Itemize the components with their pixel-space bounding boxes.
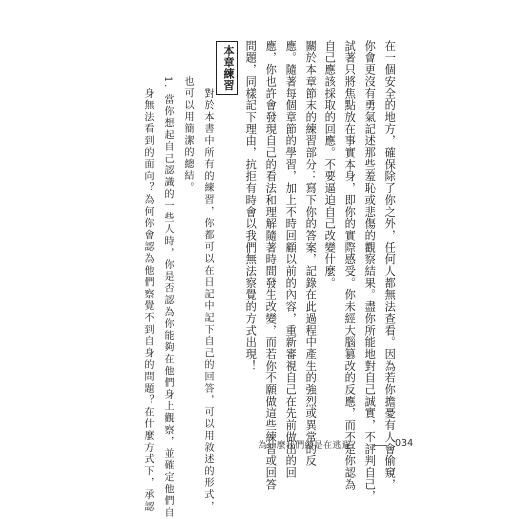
exercises-heading: 本章練習 (216, 41, 238, 95)
body-text-line: 試著只將焦點放在事實本身，即你的實際感受。你未經大腦篡改的反應，而不是你認為 (343, 40, 357, 491)
running-footer-title: 為什麼我們總是在逃避？ (258, 441, 361, 451)
body-text-line: 你會更沒有勇氣記述那些羞恥或悲傷的觀察結果。盡你所能地對自己誠實，不評判自己， (363, 40, 377, 503)
body-text-line: 應。隨著每個章節的學習，加上不時回顧以前的內容，重新審視自己在先前做出的回 (284, 40, 298, 479)
exercise-text-line: 身無法看到的面向？為何你會認為他們察覺不到自身的問題？在什麼方式下，承認 (142, 88, 153, 513)
exercise-text-line: 對於本書中所有的練習，你都可以在日記中記下自己的回答，可以用敘述的形式， (202, 88, 213, 513)
body-text-line: 自己應該採取的回應。不要逼迫自己改變什麼。 (323, 40, 337, 289)
exercise-text-line: 也可以用簡潔的總結。 (182, 76, 193, 194)
body-text-line: 關於本章節末的練習部分：寫下你的答案，記錄在此過程中產生的強烈或異常的反 (304, 40, 318, 467)
page-number: 034 (395, 438, 414, 449)
footer-divider (373, 445, 387, 446)
body-text-line: 在一個安全的地方，確保除了你之外，任何人都無法查看。因為若你擔憂有人會偷窺， (383, 40, 397, 491)
body-text-line: 問題，同樣記下理由，抗拒有時會以我們無法察覺的方式出現！ (244, 40, 258, 372)
body-text-line: 應，你也許會發現自己的看法和理解隨著時間發生改變，而若你不願做這些練習或回答 (264, 40, 278, 491)
exercise-text-line: 1. 當你想起自己認識的一些人時，你是否認為你能夠在他們身上觀察，並確定他們自 (162, 76, 173, 519)
